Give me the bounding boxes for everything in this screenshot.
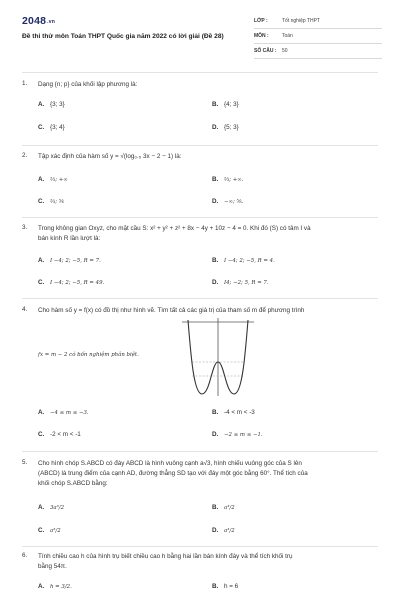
meta-row-class xyxy=(254,14,382,29)
option-a[interactable] xyxy=(38,409,89,418)
question-text-line: (ABCD) là trung điểm của cạnh AD, đường thẳng SD tạo với đáy một góc bằng 60°. Thể tích của xyxy=(38,469,308,477)
question-text: Cho hàm số y = f(x) có đồ thị như hình vẽ. Tìm tất cả các giá trị của tham số m để phương trình xyxy=(38,307,305,314)
option-letter: C. xyxy=(38,527,45,534)
divider xyxy=(22,145,378,146)
option-letter: B. xyxy=(212,504,219,511)
function-graph xyxy=(182,318,254,396)
question-text: Dạng {n; p} của khối lập phương là: xyxy=(38,81,138,88)
option-letter: A. xyxy=(38,176,45,183)
option-letter: D. xyxy=(212,279,219,286)
divider xyxy=(22,546,378,547)
option-text: h = 3/2. xyxy=(50,584,72,590)
meta-row-subject xyxy=(254,29,382,44)
question-3 xyxy=(22,224,382,294)
option-letter: D. xyxy=(212,124,219,131)
exam-meta xyxy=(254,14,382,59)
option-c[interactable] xyxy=(38,279,104,288)
question-2 xyxy=(22,152,382,214)
question-number: 2. xyxy=(22,152,28,159)
option-letter: B. xyxy=(212,409,219,416)
question-number: 1. xyxy=(22,80,28,87)
question-number: 3. xyxy=(22,224,28,231)
option-text: I −4; 2; −5, R = 49. xyxy=(50,280,105,286)
question-text-line: Tính chiều cao h của hình trụ biết chiều cao h bằng hai lần bán kính đáy và thể tích khối trụ xyxy=(38,553,293,560)
option-b[interactable] xyxy=(212,176,243,185)
question-text: Tập xác định của hàm số y = √(log₀.₅ 3x − 2 − 1) là: xyxy=(38,153,182,160)
meta-value: 50 xyxy=(282,47,288,54)
question-equation xyxy=(38,351,139,359)
option-text: −4 ≤ m ≤ −3. xyxy=(50,410,89,416)
option-letter: D. xyxy=(212,527,219,534)
question-number: 4. xyxy=(22,306,28,313)
option-letter: C. xyxy=(38,124,45,131)
option-b[interactable] xyxy=(212,504,235,513)
option-text: ⅔; +∞. xyxy=(224,177,244,183)
question-text-line: bằng 54π. xyxy=(38,562,67,570)
meta-label: MÔN : xyxy=(254,32,269,39)
question-number: 5. xyxy=(22,459,28,466)
option-d[interactable] xyxy=(212,431,263,440)
question-text xyxy=(38,224,382,244)
option-text: 3a³/2 xyxy=(50,505,65,511)
option-text: ⅔; ⅚ xyxy=(50,199,64,205)
option-text: ⅔; +∞ xyxy=(50,177,68,183)
equation-text: fx = m − 2 có bốn nghiệm phân biệt. xyxy=(38,352,139,358)
option-text: I4; −2; 5, R = 7. xyxy=(224,280,269,286)
meta-value: Tốt nghiệp THPT xyxy=(282,17,320,24)
option-c[interactable] xyxy=(38,124,65,133)
option-a[interactable] xyxy=(38,583,72,592)
question-text-line: Trong không gian Oxyz, cho mặt cầu S: x² + y² + z² + 8x − 4y + 10z − 4 = 0. Khi đó (S) có tâm I và xyxy=(38,225,311,232)
question-text xyxy=(38,459,382,488)
option-text: −∞; ⅚. xyxy=(224,199,244,205)
question-number: 6. xyxy=(22,552,28,559)
option-d[interactable] xyxy=(212,198,243,207)
option-letter: B. xyxy=(212,583,219,590)
option-text: -2 < m < -1 xyxy=(50,431,81,438)
question-text-line: bán kính R lần lượt là: xyxy=(38,234,101,242)
question-5 xyxy=(22,459,382,545)
option-a[interactable] xyxy=(38,176,68,185)
question-1 xyxy=(22,80,382,142)
question-text-line: Cho hình chóp S.ABCD có đáy ABCD là hình vuông cạnh a√3, hình chiếu vuông góc của S lên xyxy=(38,460,302,467)
meta-label: LỚP : xyxy=(254,17,268,24)
meta-row-count xyxy=(254,44,382,59)
question-text xyxy=(38,552,382,572)
option-d[interactable] xyxy=(212,279,269,288)
option-letter: A. xyxy=(38,101,45,108)
meta-value: Toán xyxy=(282,32,293,39)
option-text: h = 6 xyxy=(224,583,239,590)
option-letter: B. xyxy=(212,257,219,264)
option-text: {3; 4} xyxy=(50,124,65,131)
option-a[interactable] xyxy=(38,257,101,266)
option-letter: B. xyxy=(212,176,219,183)
option-letter: B. xyxy=(212,101,219,108)
option-letter: C. xyxy=(38,279,45,286)
option-letter: C. xyxy=(38,198,45,205)
option-d[interactable] xyxy=(212,527,235,536)
option-letter: D. xyxy=(212,431,219,438)
divider xyxy=(22,298,378,299)
option-text: −2 ≤ m ≤ −1. xyxy=(224,432,263,438)
option-letter: A. xyxy=(38,583,45,590)
logo-suffix: .vn xyxy=(47,19,55,25)
option-c[interactable] xyxy=(38,527,61,536)
option-text: {3; 3} xyxy=(50,101,65,108)
option-text: {4; 3} xyxy=(224,101,239,108)
divider xyxy=(22,72,378,73)
logo-text: 2048 xyxy=(22,15,47,27)
divider xyxy=(22,217,378,218)
option-b[interactable] xyxy=(212,257,275,266)
option-text: {5; 3} xyxy=(224,124,239,131)
option-text: I −4; 2; −5, R = 4. xyxy=(224,258,275,264)
option-text: -4 < m < -3 xyxy=(224,409,255,416)
option-letter: A. xyxy=(38,504,45,511)
option-b[interactable] xyxy=(212,583,238,592)
option-text: a³/2 xyxy=(50,528,61,534)
option-text: a³/2 xyxy=(224,528,235,534)
option-d[interactable] xyxy=(212,124,239,133)
option-text: a³/2 xyxy=(224,505,235,511)
meta-label: SỐ CÂU : xyxy=(254,47,277,54)
question-text-line: khối chóp S.ABCD bằng: xyxy=(38,479,108,487)
question-6 xyxy=(22,552,382,598)
option-a[interactable] xyxy=(38,101,65,110)
divider xyxy=(22,451,378,452)
exam-title: Đề thi thử môn Toán THPT Quốc gia năm 2022 có lời giải (Đề 28) xyxy=(22,33,224,40)
option-c[interactable] xyxy=(38,198,64,207)
site-logo[interactable] xyxy=(22,14,55,28)
option-letter: D. xyxy=(212,198,219,205)
option-letter: C. xyxy=(38,431,45,438)
option-text: I −4; 2; −5, R = 7. xyxy=(50,258,101,264)
option-letter: A. xyxy=(38,257,45,264)
option-a[interactable] xyxy=(38,504,64,513)
page-header xyxy=(22,14,382,66)
option-b[interactable] xyxy=(212,409,255,418)
option-letter: A. xyxy=(38,409,45,416)
option-c[interactable] xyxy=(38,431,81,440)
option-b[interactable] xyxy=(212,101,239,110)
